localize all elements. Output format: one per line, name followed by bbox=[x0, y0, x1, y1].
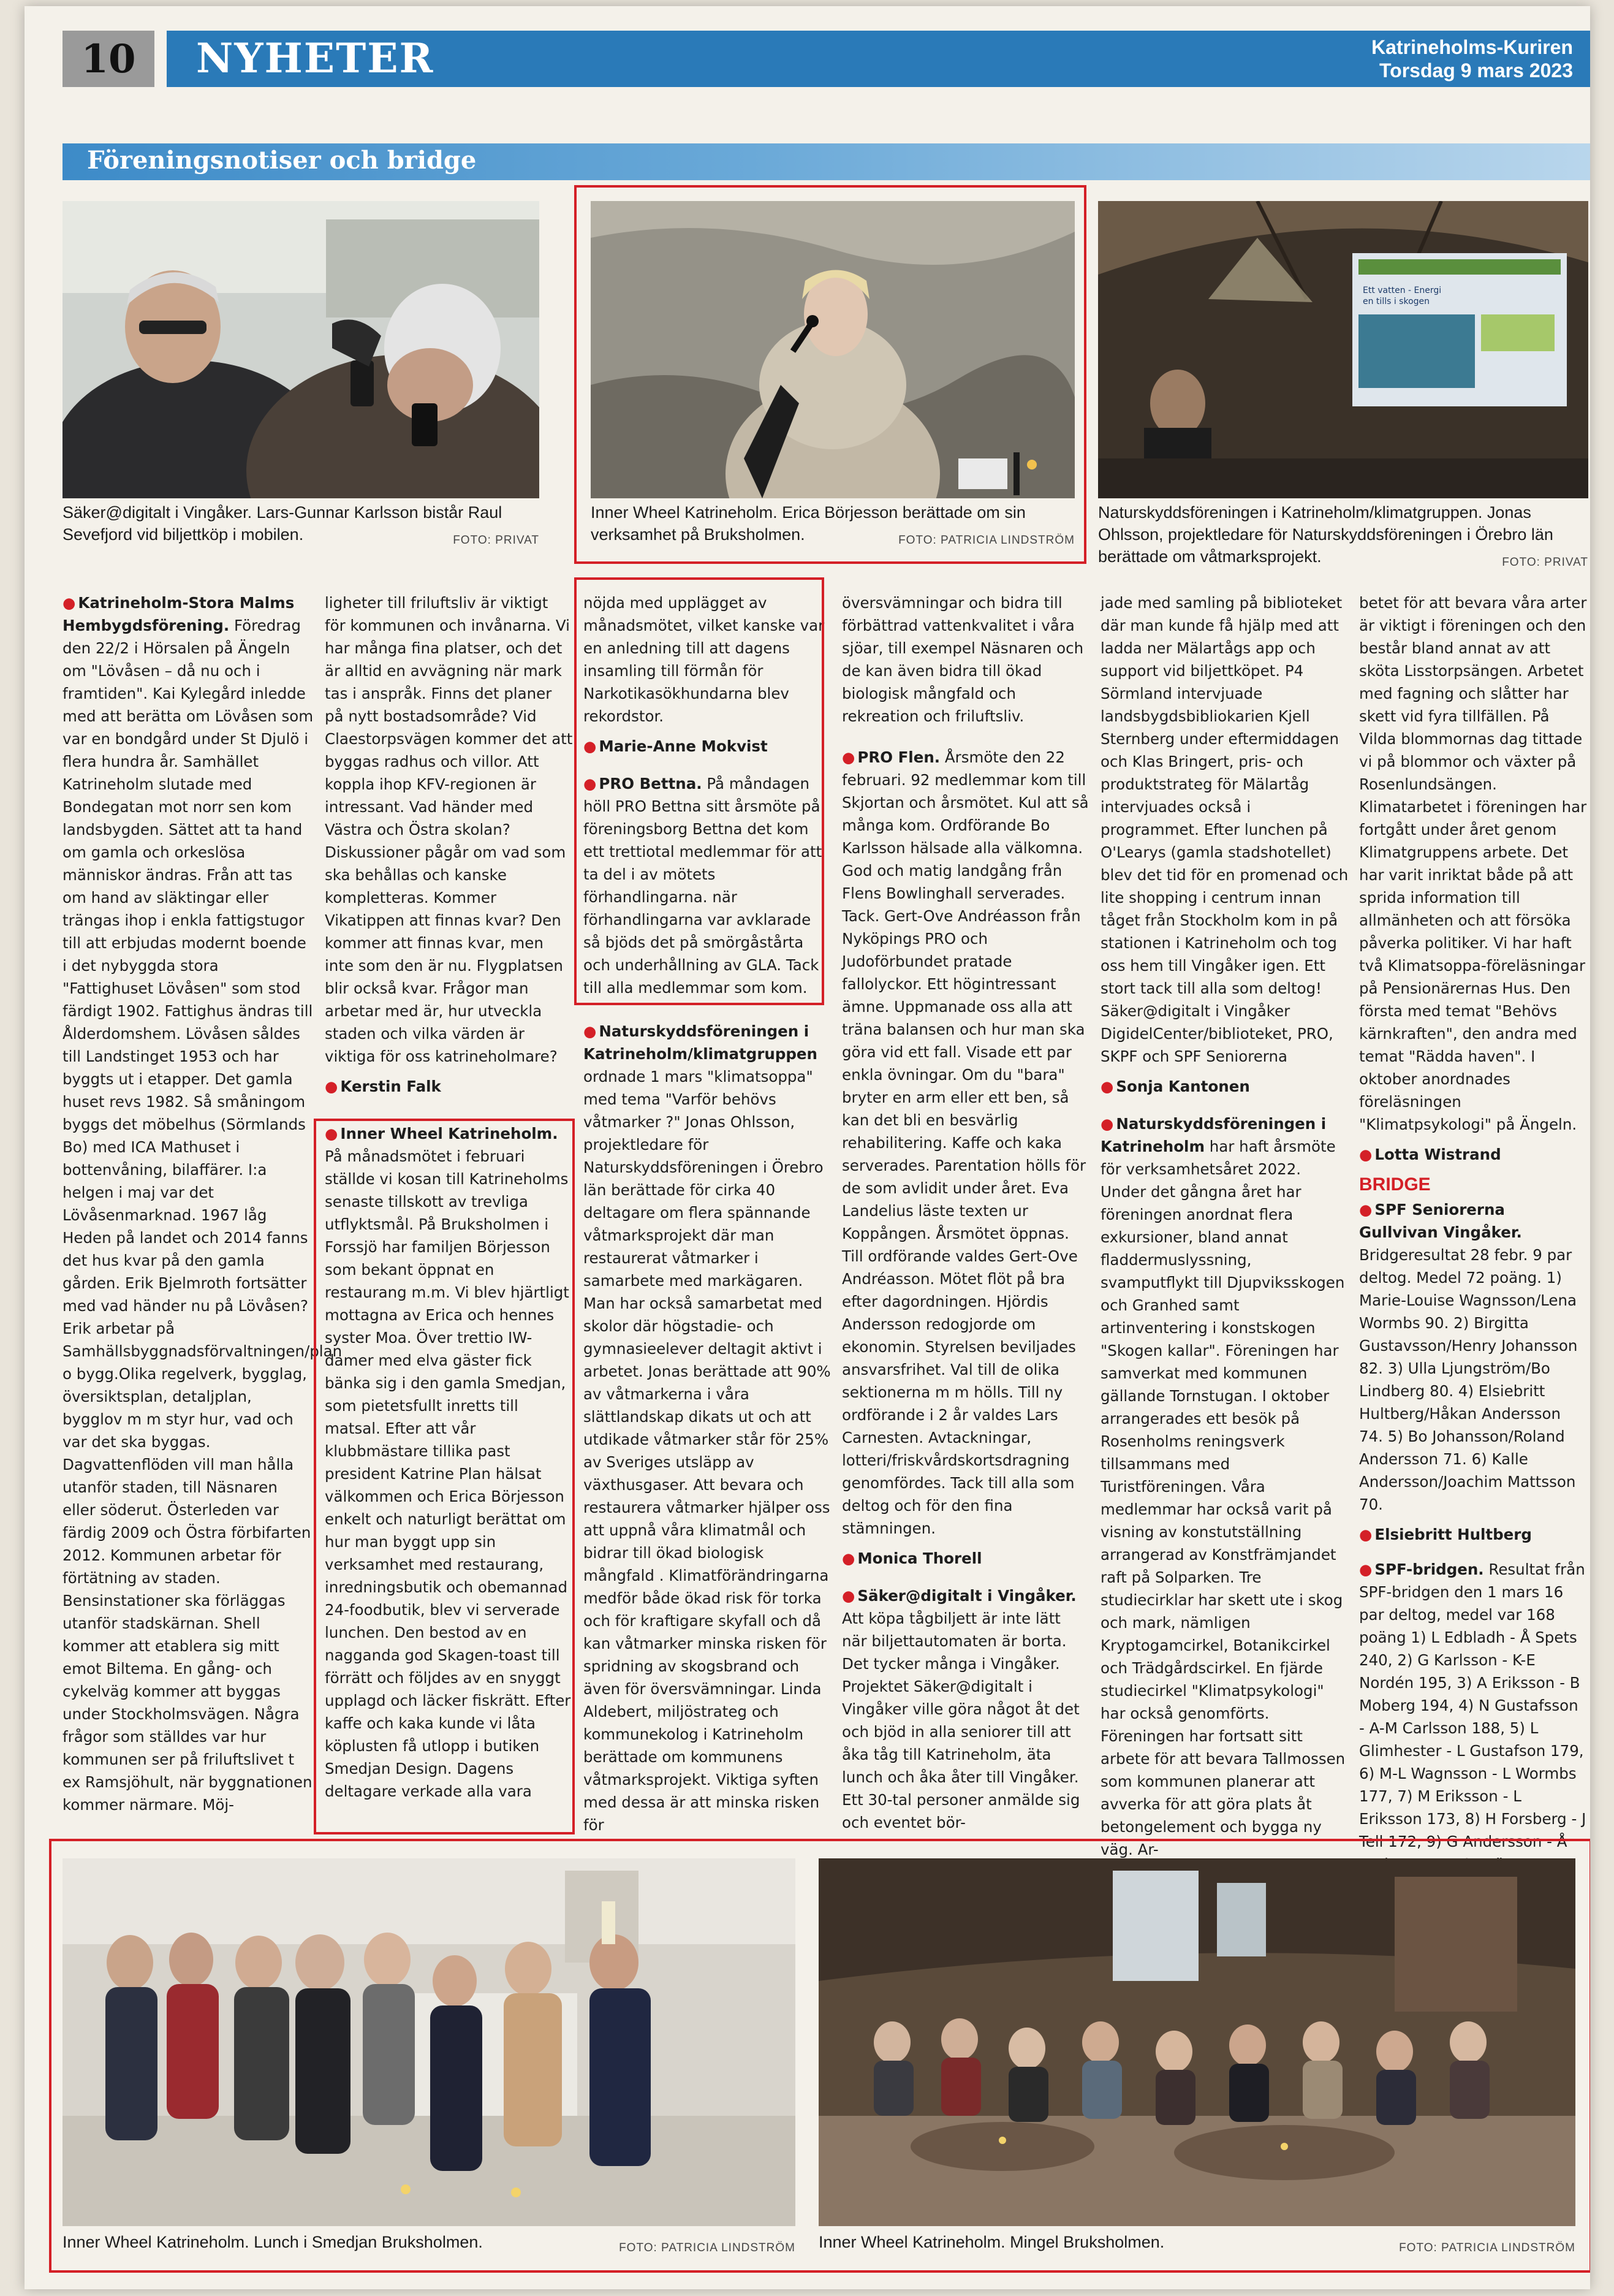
signature-text: Sonja Kantonen bbox=[1116, 1078, 1250, 1095]
article-column-4 bbox=[842, 591, 1090, 1841]
notice-naturskydd-klimat bbox=[583, 1020, 832, 1836]
notice-body: Bridgeresultat 28 febr. 9 par deltog. Medel 72 poäng. 1) Marie-Louise Wagnsson/Lena Wormbs 90. 2) Birgitta Gustavsson/Henry Johansson 82. 3) Ulla Ljungström/Bo Lindberg 80. 4) Elsiebritt Hultberg/Håkan Andersson 74. 5) Bo Johansson/Roland Andersson 71. 6) Kalle Andersson/Joachim Mattsson 70. bbox=[1359, 1246, 1578, 1513]
photo-inner-wheel-erica bbox=[591, 201, 1075, 498]
caption-photo-inner-wheel-erica bbox=[591, 501, 1075, 552]
caption-photo-mingel bbox=[819, 2231, 1575, 2259]
org-name: Säker@digitalt i Vingåker. bbox=[857, 1587, 1077, 1605]
photo-mingel-bruksholmen bbox=[819, 1858, 1575, 2226]
caption-text: Säker@digitalt i Vingåker. Lars-Gunnar Karlsson bistår Raul Sevefjord vid biljettköp i mobilen. bbox=[63, 503, 502, 544]
bullet-icon: ● bbox=[1359, 1560, 1373, 1578]
notice-saker-digitalt bbox=[842, 1584, 1090, 1834]
signature-text: Lotta Wistrand bbox=[1374, 1146, 1501, 1163]
notice-spf-bridgen bbox=[1359, 1558, 1587, 1876]
notice-body-cont bbox=[842, 591, 1090, 728]
notice-body: Årsmöte den 22 februari. 92 medlemmar kom till Skjortan och årsmötet. Kul att så många kom. Ordförande Bo Karlsson hälsade alla välkomna. God och matig landgång från Flens Bowlinghall serverades. Tack. Gert-Ove Andréasson från Nyköpings PRO och Judoförbundet pratade fallolyckor. Ett högintressant ämne. Uppmanade oss alla att träna balansen och hur man ska göra vid ett fall. Visade ett par enkla övningar. Om du "bara" bryter en arm eller ett ben, så kan det bli en besvärlig rehabilitering. Kaffe och kaka serverades. Parentation hölls för de som avlidit under året. Eva Landelius läste texten ur Koppången. Årsmötet öppnas. Till ordförande valdes Gert-Ove Andréasson. Mötet flöt på bra efter dagordningen. Hjördis Andersson redogjorde om ekonomin. Styrelsen beviljades ansvarsfrihet. Val till de olika sektionerna m m hölls. Till ny ordförande i 2 år valdes Lars Carnesten. Avtackningar, lotteri/friskvårdskortsdragning genomfördes. Tack till alla som deltog och för den fina stämningen. bbox=[842, 748, 1089, 1537]
org-name: Naturskyddsföreningen i Katrineholm bbox=[1101, 1115, 1327, 1155]
signature-monica bbox=[842, 1547, 1090, 1570]
bullet-icon: ● bbox=[325, 1078, 338, 1095]
section-header bbox=[167, 31, 1590, 87]
notice-inner-wheel bbox=[325, 1122, 573, 1803]
bullet-icon: ● bbox=[1359, 1146, 1373, 1163]
notice-body: På månadsmötet i februari ställde vi kosan till Katrineholms senaste tillskott av trevliga utflyktsmål. På Bruksholmen i Forssjö har familjen Börjesson som bekant öppnat en restaurang m.m. Vi blev hjärtligt mottagna av Erica och hennes syster Moa. Över trettio IW-damer med elva gäster fick bänka sig i den gamla Smedjan, som pietetsfullt inretts till matsal. Efter att vår klubbmästare tillika past president Katrine Plan hälsat välkommen och Erica Börjesson enkelt och naturligt berättat om hur man byggt upp sin verksamhet med restaurang, inredningsbutik och obemannad 24-foodbutik, blev vi serverade lunchen. Den bestod av en nagganda god Skagen-toast till förrätt och följdes av en snyggt upplagd och läcker fiskrätt. Efter kaffe och kaka kunde vi låta köplusten få utlopp i butiken Smedjan Design. Dagens deltagare verkade alla vara bbox=[325, 1147, 571, 1800]
notice-body-cont bbox=[1101, 591, 1349, 1068]
bullet-icon: ● bbox=[325, 1125, 338, 1142]
bullet-icon: ● bbox=[1359, 1201, 1373, 1218]
notice-hembygd bbox=[63, 591, 343, 1816]
signature-lotta bbox=[1359, 1143, 1587, 1166]
signature-text: Monica Thorell bbox=[857, 1549, 982, 1567]
notice-spf-gullvivan bbox=[1359, 1198, 1587, 1516]
photo-credit: FOTO: PATRICIA LINDSTRÖM bbox=[619, 2241, 795, 2254]
notice-body: nöjda med upplägget av månadsmötet, vilket kanske var en anledning till att dagens insamling till förmån för Narkotikasökhundarna blev rekordstor. bbox=[583, 594, 825, 725]
notice-body: Resultat från SPF-bridgen den 1 mars 16 par deltog, medel var 168 poäng 1) L Edbladh - Å Spets 240, 2) G Karlsson - K-E Nordén 195, 3) A Eriksson - B Moberg 194, 4) N Gustafsson - A-M Carlsson 188, 5) L Glimhester - L Gustafson 179, 6) M-L Wagnsson - L Wormbs 177, 7) M Eriksson - L Eriksson 173, 8) H Forsberg - J Tell 172, 9) G Andersson - Å bbox=[1359, 1560, 1586, 1850]
rubric-bar bbox=[63, 143, 1590, 180]
notice-body: har haft årsmöte för verksamhetsåret 2022. Under det gångna året har föreningen anordnat flera exkursioner, bland annat fladdermuslyssning, svamputflykt till Djupviksskogen och Granhed samt artinventering i konstskogen "Skogen kallar". Föreningen har samverkat med kommunen gällande Tornstugan. I oktober arrangerades ett besök på Rosenholms reningsverk tillsammans med Turistföreningen. Våra medlemmar har också varit på visning av konstutställning arrangerad av Konstfrämjandet raft på Solparken. Tre studiecirklar har skett ute i skog och mark, nämligen Kryptogamcirkel, Botanikcirkel och Trädgårdscirkel. En fjärde studiecirkel "Klimatpsykologi" har också genomförts. Föreningen har fortsatt sitt arbete för att bevara Tallmossen som kommunen planerar att avverka för att göra plats åt betongelement och bygga ny väg. Ar- bbox=[1101, 1138, 1346, 1858]
notice-body: Föredrag den 22/2 i Hörsalen på Ängeln om "Lövåsen – då nu och i framtiden". Kai Kylegård inledde med att berätta om Lövåsen som var en bondgård under St Djulö i flera hundra år. Samhället Katrineholm slutade med Bondegatan mot norr sen kom landsbygden. Sättet att ta hand om gamla och orkeslösa människor ändras. Från att tas om hand av släktingar eller trängas ihop i enkla fattigstugor till att erbjudas modernt boende i det nybyggda stora "Fattighuset Lövåsen" som stod färdigt 1902. Fattighus ändras till Ålderdomshem. Lövåsen såldes till Landstinget 1953 och har byggts ut i etapper. Det gamla huset revs 1982. Så småningom byggs det möbelhus (Sörmlands Bo) med ICA Mathuset i bottenvåning, bilaffärer. I:a helgen i maj var det Lövåsenmarknad. 1967 låg Heden på landet och 2014 fanns det hus kvar på den gamla gården. Erik Bjelmroth fortsätter med vad händer nu på Lövåsen? Erik arbetar på Samhällsbyggnadsförvaltningen/plan o bygg.Olika regelverk, bygglag, översiktsplan, detaljplan, bygglov m m styr hur, vad och var det ska byggas. Dagvattenflöden vill man hålla utanför staden, till Näsnaren eller söderut. Österleden var färdig 2009 och Östra förbifarten 2012. Kommunen arbetar för förtätning av staden. Bensinstationer ska förläggas utanför stadskärnan. Shell kommer att etablera sig mitt emot Biltema. En gång- och cykelväg kommer att byggas under Stockholmsvägen. Några frågor som ställdes var hur kommunen ser på friluftslivet t ex Ramsjöhult, när byggnationen kommer närmare. Möj- bbox=[63, 617, 343, 1814]
notice-pro-flen bbox=[842, 746, 1090, 1540]
signature-text: Elsiebritt Hultberg bbox=[1374, 1526, 1532, 1543]
photo-naturskydd-presentation bbox=[1098, 201, 1588, 498]
photo-credit: FOTO: PRIVAT bbox=[1502, 556, 1588, 569]
org-name: PRO Bettna. bbox=[599, 775, 702, 793]
screen-text-2: en tills i skogen bbox=[1363, 297, 1430, 306]
bullet-icon: ● bbox=[1101, 1115, 1114, 1133]
newspaper-info bbox=[1371, 36, 1573, 82]
bullet-icon: ● bbox=[583, 1022, 597, 1040]
org-name: SPF Seniorerna Gullvivan Vingåker. bbox=[1359, 1201, 1522, 1241]
article-column-3 bbox=[583, 591, 832, 1844]
section-title: NYHETER bbox=[196, 34, 434, 82]
caption-text: Inner Wheel Katrineholm. Erica Börjesson berättade om sin verksamhet på Bruksholmen. bbox=[591, 503, 1026, 544]
notice-body: ordnade 1 mars "klimatsoppa" med tema "Varför behövs våtmarker ?" Jonas Ohlsson, projektledare för Naturskyddsföreningen i Örebro län berättade för cirka 40 deltagare om flera spännande våtmarksprojekt där man restaurerat våtmarker i samarbete med markägaren. Man har också samarbetat med skolor där högstadie- och gymnasieelever deltagit aktivt i arbetet. Jonas berättade att 90% av våtmarkerna i våra slättlandskap dikats ut och att utdikade våtmarker står för 25% av Sveriges utsläpp av växthusgaser. Att bevara och restaurera våtmarker hjälper oss att uppnå våra klimatmål och bidrar till ökad biologisk mångfald . Klimatförändringarna medför både ökad risk för torka och för kraftigare skyfall och då kan våtmarker minska risken för spridning av skogsbrand och även för översvämningar. Linda Aldebert, miljöstrateg och kommunekolog i Katrineholm berättade om kommunens våtmarksprojekt. Viktiga syften med dessa är att minska risken för bbox=[583, 1068, 831, 1834]
org-name: SPF-bridgen. bbox=[1374, 1560, 1484, 1578]
rubric-title: Föreningsnotiser och bridge bbox=[87, 146, 477, 175]
article-column-6 bbox=[1359, 591, 1587, 1913]
photo-credit: FOTO: PATRICIA LINDSTRÖM bbox=[898, 534, 1075, 547]
caption-photo-naturskydd bbox=[1098, 501, 1588, 574]
photo-credit: FOTO: PATRICIA LINDSTRÖM bbox=[1399, 2241, 1575, 2254]
notice-body-cont bbox=[325, 591, 573, 1068]
photo-lunch-smedjan bbox=[63, 1858, 795, 2226]
signature-elsiebritt bbox=[1359, 1523, 1587, 1546]
caption-photo-lunch bbox=[63, 2231, 795, 2259]
org-name: PRO Flen. bbox=[857, 748, 941, 766]
notice-body: jade med samling på biblioteket där man kunde få hjälp med att ladda ner Mälartågs app och support vid biljettköpet. P4 Sörmland intervjuade landsbygdsbibliokarien Kjell Sternberg under eftermiddagen och Klas Bringert, pris- och produktstrateg för Mälartåg intervjuades också i programmet. Efter lunchen på O'Learys (gamla stadshotellet) blev det tid för en promenad och lite shopping i centrum innan tåget från Stockholm kom in på stationen i Katrineholm och tog oss hem till Vingåker igen. Ett stort tack till alla som deltog! Säker@digitalt i Vingåker DigidelCenter/biblioteket, PRO, SKPF och SPF Seniorerna bbox=[1101, 594, 1349, 1065]
screen-text: Ett vatten - Energi bbox=[1363, 286, 1442, 295]
caption-photo-saker-digitalt bbox=[63, 501, 539, 552]
bullet-icon: ● bbox=[583, 737, 597, 755]
org-name: Naturskyddsföreningen i Katrineholm/klimatgruppen bbox=[583, 1022, 817, 1063]
bullet-icon: ● bbox=[63, 594, 76, 612]
bullet-icon: ● bbox=[842, 1549, 855, 1567]
signature-text: Marie-Anne Mokvist bbox=[599, 737, 768, 755]
notice-body: betet för att bevara våra arter är viktigt i föreningen och den består bland annat av att sköta Lisstorpsängen. Arbetet med fagning och slåtter har skett vid fyra tillfällen. På Vilda blommornas dag tittade vi på blommor och växter på Rosenlundsängen. Klimatarbetet i föreningen har fortgått under året genom Klimatgruppens arbete. Det har varit inriktat både på att sprida information till allmänheten och att försöka påverka politiker. Vi har haft två Klimatsoppa-föreläsningar på Pensionärernas Hus. Den första med temat "Behövs kärnkraften", den andra med temat "Rädda haven". I oktober anordnades föreläsningen "Klimatpsykologi" på Ängeln. bbox=[1359, 594, 1587, 1133]
notice-body-cont bbox=[583, 591, 832, 728]
bullet-icon: ● bbox=[1359, 1526, 1373, 1543]
signature-kerstin bbox=[325, 1075, 573, 1098]
bullet-icon: ● bbox=[842, 1587, 855, 1605]
bridge-heading: BRIDGE bbox=[1359, 1174, 1431, 1195]
bullet-icon: ● bbox=[842, 748, 855, 766]
newspaper-page bbox=[25, 6, 1590, 2289]
bullet-icon: ● bbox=[583, 775, 597, 793]
photo-credit: FOTO: PRIVAT bbox=[453, 534, 539, 547]
notice-body: ligheter till friluftsliv är viktigt för kommunen och invånarna. Vi har många fina platser, och det är alltid en avvägning när mark tas i anspråk. Finns det planer på nytt bostadsområde? Vid Claestorpsvägen kommer det att byggas radhus och villor. Att koppla ihop KFV-regionen är intressant. Vad händer med Västra och Östra skolan? Diskussioner pågår om vad som ska behållas och kanske kompletteras. Kommer Vikatippen att finnas kvar? Den kommer att finnas kvar, men inte som den är nu. Flygplatsen blir också kvar. Frågor man arbetar med är, hur utveckla staden och vilka värden är viktiga för oss katrineholmare? bbox=[325, 594, 573, 1065]
notice-pro-bettna bbox=[583, 772, 832, 999]
caption-text: Naturskyddsföreningen i Katrineholm/klimatgruppen. Jonas Ohlsson, projektledare för Naturskyddsföreningen i Örebro län berättade om våtmarksprojekt. bbox=[1098, 503, 1553, 566]
bullet-icon: ● bbox=[1101, 1078, 1114, 1095]
signature-marie-anne bbox=[583, 735, 832, 758]
page-number: 10 bbox=[63, 31, 154, 87]
notice-body: översvämningar och bidra till förbättrad vattenkvalitet i våra sjöar, till exempel Näsnaren och de kan även bidra till ökad biologisk mångfald och rekreation och friluftsliv. bbox=[842, 594, 1084, 725]
org-name: Katrineholm-Stora Malms Hembygdsförening. bbox=[63, 594, 295, 634]
caption-text: Inner Wheel Katrineholm. Mingel Bruksholmen. bbox=[819, 2233, 1165, 2251]
notice-body: På måndagen höll PRO Bettna sitt årsmöte på föreningsborg Bettna det kom ett trettiotal medlemmar för att ta del i av mötets förhandlingarna. när förhandlingarna var avklarade så bjöds det på smörgåstårta och underhållning av GLA. Tack till alla medlemmar som kom. bbox=[583, 775, 822, 997]
caption-text: Inner Wheel Katrineholm. Lunch i Smedjan Bruksholmen. bbox=[63, 2233, 483, 2251]
notice-body-cont bbox=[1359, 591, 1587, 1136]
issue-date: Torsdag 9 mars 2023 bbox=[1379, 59, 1573, 82]
newspaper-name: Katrineholms-Kuriren bbox=[1371, 36, 1573, 58]
org-name: Inner Wheel Katrineholm. bbox=[340, 1125, 558, 1142]
article-column-1 bbox=[63, 591, 343, 1823]
notice-body: Att köpa tågbiljett är inte lätt när biljettautomaten är borta. Det tycker många i Vingåker. Projektet Säker@digitalt i Vingåker ville göra något åt det och bjöd in alla seniorer till att åka tåg till Katrineholm, äta lunch och åka åter till Vingåker. Ett 30-tal personer anmälde sig och eventet bör- bbox=[842, 1610, 1080, 1831]
article-column-5 bbox=[1101, 591, 1349, 1868]
signature-text: Kerstin Falk bbox=[340, 1078, 441, 1095]
signature-sonja bbox=[1101, 1075, 1349, 1098]
notice-naturskydd-arsmote bbox=[1101, 1112, 1349, 1861]
photo-saker-digitalt bbox=[63, 201, 539, 498]
article-column-2 bbox=[325, 591, 573, 1810]
